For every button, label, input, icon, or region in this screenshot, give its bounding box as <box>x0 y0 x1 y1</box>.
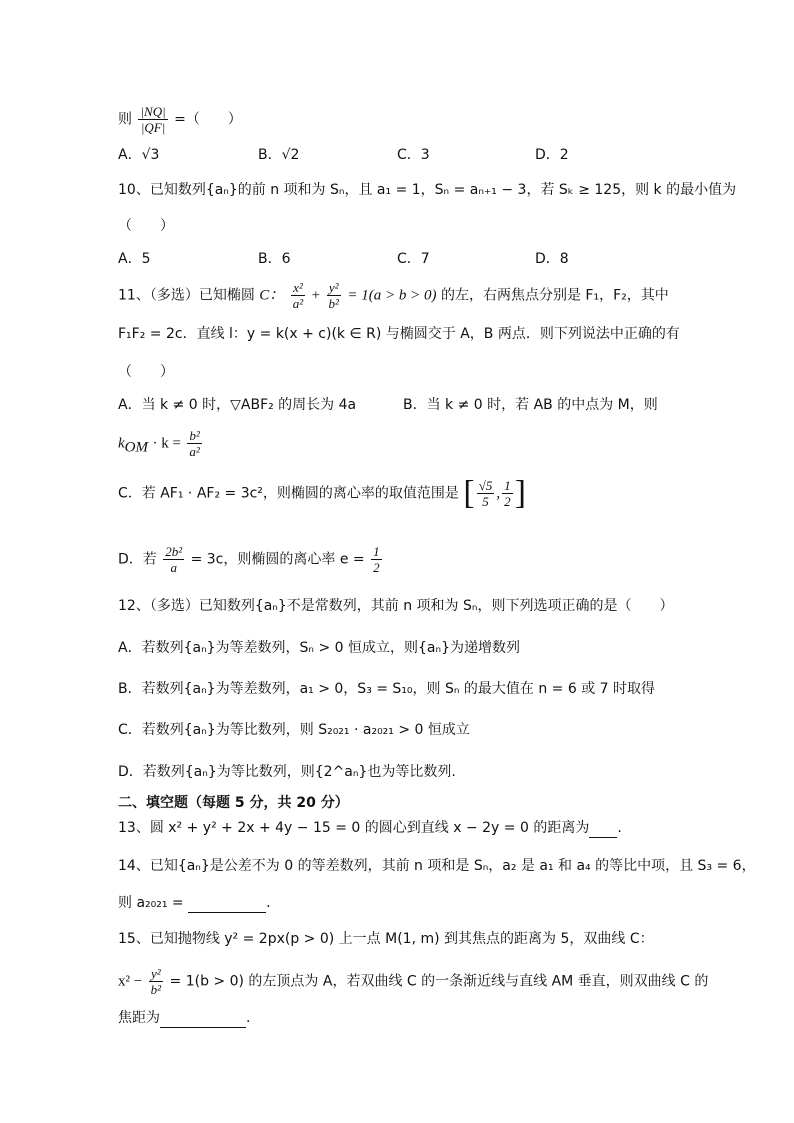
q11-b2: b² <box>189 428 200 443</box>
q14-text: 则 a₂₀₂₁ = <box>118 895 184 911</box>
q15-text: 焦距为 <box>118 1010 160 1026</box>
q15-line2 <box>118 966 708 997</box>
q11-c-prefix: C．若 <box>118 485 156 502</box>
q12-option-c: C．若数列{aₙ}为等比数列，则 S₂₀₂₁ · a₂₀₂₁ > 0 恒成立 <box>118 722 470 738</box>
q10-option-b: B．6 <box>258 251 291 267</box>
q11-c-frac2 <box>502 478 513 509</box>
q14-end: . <box>266 895 271 911</box>
q11-option-c: C．若 AF₁ · AF₂ = 3c²，则椭圆的离心率的取值范围是 [ $\frac{√5}{5}$ , $\frac{1}{2}$ ] <box>118 474 526 512</box>
q11-frac-y: $\frac{\text{y²}}{\text{b²}}$ <box>328 280 339 311</box>
q9-prefix: 则 <box>118 111 132 128</box>
q11-plus: + <box>311 287 321 304</box>
q15-den: b² <box>150 982 162 997</box>
q13-end: . <box>617 820 622 836</box>
q14-line1: 14、已知{aₙ}是公差不为 0 的等差数列，其前 n 项和是 Sₙ，a₂ 是 a₁ 和 a₄ 的等比中项，且 S₃ = 6， <box>118 858 756 874</box>
q11-c-rbracket: ] <box>514 474 526 512</box>
q9-stem <box>118 104 242 135</box>
q11-ellipse-rhs: = 1(a > b > 0) <box>347 287 437 304</box>
q11-d-body: = 3c，则椭圆的离心率 e = <box>190 551 365 568</box>
q11-d-den: a <box>170 560 177 575</box>
q11-b2-over-a2 <box>187 428 201 459</box>
q12-option-d: D．若数列{aₙ}为等比数列，则{2^aₙ}也为等比数列. <box>118 764 456 780</box>
q11-d-num: 2b² <box>165 544 183 559</box>
q11-option-b: B．当 k ≠ 0 时，若 AB 的中点为 M，则 <box>403 397 658 413</box>
q10-option-c: C．7 <box>397 251 430 267</box>
q10-option-d: D．8 <box>535 251 569 267</box>
q9-frac-den: |QF| <box>140 120 166 135</box>
q11-frac-x: $\frac{\text{x²}}{\text{a²}}$ <box>292 280 304 311</box>
q11-a2: a² <box>189 444 200 459</box>
q15-frac <box>149 966 163 997</box>
q14-line2 <box>118 893 271 913</box>
q10-option-a: A．5 <box>118 251 151 267</box>
q13-text: 13、圆 x² + y² + 2x + 4y − 15 = 0 的圆心到直线 x − 2y = 0 的距离为 <box>118 820 590 836</box>
q11-stem-line2: F₁F₂ = 2c．直线 l：y = k(x + c)(k ∈ R) 与椭圆交于 A，B 两点．则下列说法中正确的有 <box>118 326 680 342</box>
q11-d-frac2 <box>371 544 382 575</box>
q11-intro: 11、（多选）已知椭圆 <box>118 287 255 304</box>
q13-blank[interactable] <box>589 821 617 838</box>
q9-fraction <box>138 104 167 135</box>
q11-c-lbracket: [ <box>463 474 475 512</box>
q11-option-b-formula <box>118 428 204 459</box>
q15-line3 <box>118 1008 250 1028</box>
q11-stem-line1 <box>118 280 669 311</box>
q15-num: y² <box>149 966 163 982</box>
q11-d-prefix: D．若 <box>118 551 157 568</box>
q15-blank[interactable] <box>160 1011 246 1028</box>
q11-d-num2: 1 <box>373 544 380 559</box>
q11-option-a: A．当 k ≠ 0 时，▽ABF₂ 的周长为 4a <box>118 397 357 413</box>
q11-paren: （ ） <box>118 364 174 380</box>
q11-times-k: · k = <box>152 435 181 452</box>
q11-c-body: AF₁ · AF₂ = 3c²，则椭圆的离心率的取值范围是 <box>160 485 459 502</box>
q11-k: k <box>118 435 125 452</box>
q9-suffix: =（ ） <box>174 111 242 128</box>
q11-option-d <box>118 544 384 575</box>
q14-blank[interactable] <box>188 896 266 913</box>
q15-x2: x² − <box>118 973 143 990</box>
q11-ellipse-label: C： <box>259 287 285 304</box>
q9-option-a: A．√3 <box>118 147 160 163</box>
q9-option-d: D．2 <box>535 147 569 163</box>
q9-option-b: B．√2 <box>258 147 300 163</box>
q11-c-num2: 1 <box>504 478 511 493</box>
q11-k-sub: OM <box>124 439 148 456</box>
q15-end: . <box>246 1010 251 1026</box>
q12-option-b: B．若数列{aₙ}为等差数列，a₁ > 0，S₃ = S₁₀，则 Sₙ 的最大值在 n = 6 或 7 时取得 <box>118 681 656 697</box>
q11-c-num1: √5 <box>478 478 493 493</box>
q11-c-frac1 <box>477 478 495 509</box>
q9-frac-num: |NQ| <box>140 104 166 119</box>
q9-option-c: C．3 <box>397 147 430 163</box>
q10-paren: （ ） <box>118 218 174 234</box>
section-heading: 二、填空题（每题 5 分，共 20 分） <box>118 795 349 811</box>
q15-line1: 15、已知抛物线 y² = 2px(p > 0) 上一点 M(1, m) 到其焦点的距离为 5，双曲线 C： <box>118 931 654 947</box>
q13-stem <box>118 818 622 838</box>
q12-option-a: A．若数列{aₙ}为等差数列，Sₙ > 0 恒成立，则{aₙ}为递增数列 <box>118 640 520 656</box>
q11-d-frac <box>163 544 184 575</box>
q15-line2-body: = 1(b > 0) 的左顶点为 A，若双曲线 C 的一条渐近线与直线 AM 垂直，则双曲线 C 的 <box>169 973 709 990</box>
q11-c-den1: 5 <box>482 494 489 509</box>
q11-c-den2: 2 <box>504 494 511 509</box>
q11-foci-text: 的左，右两焦点分别是 F₁，F₂，其中 <box>440 287 669 304</box>
q10-stem: 10、已知数列{aₙ}的前 n 项和为 Sₙ，且 a₁ = 1，Sₙ = aₙ₊₁ − 3，若 Sₖ ≥ 125，则 k 的最小值为 <box>118 182 737 198</box>
q11-d-den2: 2 <box>373 560 380 575</box>
q12-stem: 12、（多选）已知数列{aₙ}不是常数列，其前 n 项和为 Sₙ，则下列选项正确的是（ ） <box>118 598 674 614</box>
